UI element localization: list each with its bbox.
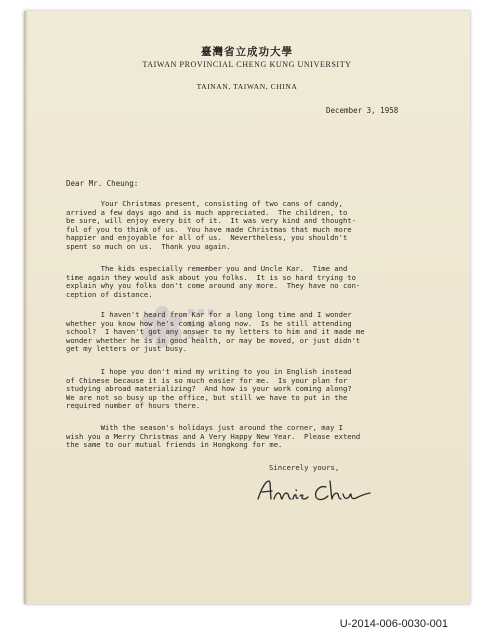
- page-edge-shadow: [24, 11, 28, 604]
- paragraph-line: get my letters or just busy.: [66, 344, 188, 354]
- handwritten-signature: [254, 477, 374, 505]
- letter-paragraph-4: [66, 368, 446, 411]
- paragraph-line: I hope you don't mind my writing to you in English instead: [66, 367, 352, 376]
- letterhead-english-name: TAIWAN PROVINCIAL CHENG KUNG UNIVERSITY: [142, 60, 352, 69]
- paragraph-line: whether you know how he's coming along now. Is he still attending: [66, 318, 352, 328]
- paragraph-line: arrived a few days ago and is much appreciated. The children, to: [66, 207, 348, 217]
- paragraph-line: With the season's holidays just around the corner, may I: [66, 423, 343, 432]
- letterhead-chinese-name: 臺灣省立成功大學: [201, 46, 293, 58]
- paragraph-line: ception of distance.: [66, 289, 153, 299]
- letter-page: [24, 11, 470, 604]
- paragraph-line: happier and enjoyable for all of us. Nevertheless, you shouldn't: [66, 233, 348, 243]
- paragraph-line: wonder whether he is in good health, or may be moved, or just didn't: [66, 335, 361, 345]
- letter-paragraph-3: [66, 311, 446, 354]
- paragraph-line: be sure, will enjoy every bit of it. It was very kind and thought-: [66, 216, 356, 226]
- paragraph-line: of Chinese because it is so much easier for me. Is your plan for: [66, 375, 348, 385]
- paragraph-line: ful of you to think of us. You have made Christmas that much more: [66, 224, 352, 234]
- letter-paragraph-2: [66, 265, 446, 299]
- paragraph-line: wish you a Merry Christmas and A Very Happy New Year. Please extend: [66, 431, 361, 441]
- letter-paragraph-5: [66, 424, 446, 450]
- paragraph-line: school? I haven't got any answer to my letters to him and it made me: [66, 327, 365, 337]
- letter-salutation: Dear Mr. Cheung:: [66, 179, 139, 188]
- paragraph-line: time again they would ask about you folks. It is so hard trying to: [66, 272, 356, 282]
- paragraph-line: the same to our mutual friends in Hongkong for me.: [66, 440, 283, 450]
- paragraph-line: required number of hours there.: [66, 401, 201, 411]
- archive-identifier: U-2014-006-0030-001: [339, 618, 448, 630]
- letterhead-location: TAINAN, TAIWAN, CHINA: [196, 82, 298, 91]
- letter-paragraph-1: [66, 200, 446, 252]
- paragraph-line: Your Christmas present, consisting of two cans of candy,: [66, 199, 343, 208]
- letter-closing: Sincerely yours,: [269, 463, 340, 472]
- paragraph-line: studying abroad materializing? And how is your work coming along?: [66, 384, 352, 394]
- letter-date: December 3, 1958: [326, 106, 399, 115]
- paragraph-line: The kids especially remember you and Uncle Kar. Time and: [66, 264, 348, 273]
- paragraph-line: explain why you folks don't come around any more. They have no con-: [66, 281, 361, 291]
- paragraph-line: spent so much on us. Thank you again.: [66, 241, 231, 251]
- paragraph-line: We are not so busy up the office, but still we have to put in the: [66, 392, 348, 402]
- paragraph-line: I haven't heard from Kar for a long long time and I wonder: [66, 310, 352, 319]
